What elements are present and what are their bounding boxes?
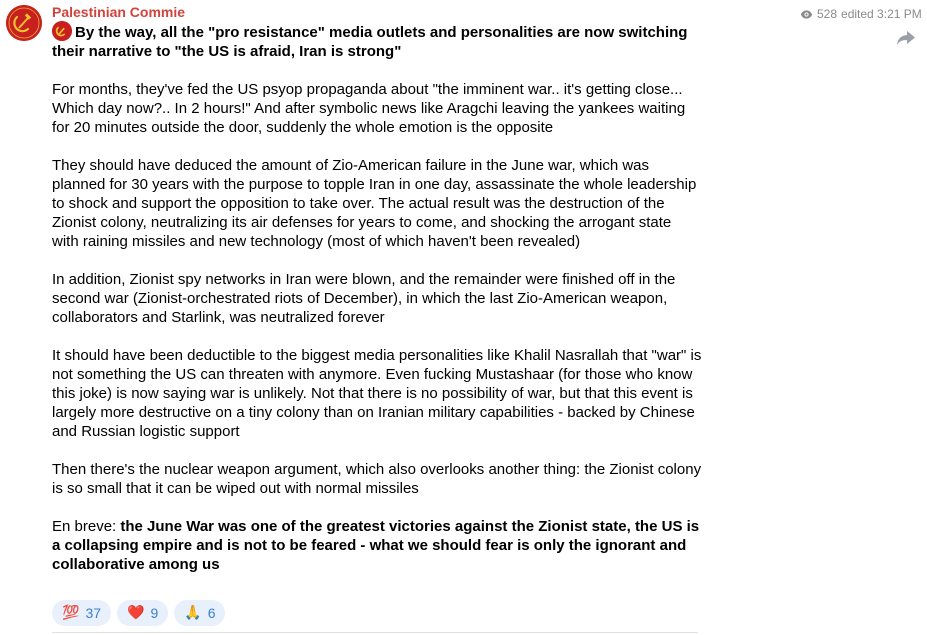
avatar[interactable]	[6, 5, 42, 41]
heart-icon: ❤️	[127, 605, 145, 621]
paragraph: They should have deduced the amount of Zio-American failure in the June war, which was planned for 30 years with the purpose to topple Iran in one day, assassinate the whole leadership to shock and support the opposition to take over. The actual result was the destruction of the Zionist colony, neutralizing its air defenses for years to come, and shocking the arrogant state with raining missiles and new technology (most of which haven't been revealed)	[52, 157, 697, 250]
paragraph: Then there's the nuclear weapon argument, which also overlooks another thing: the Zionist colony is so small that it can be wiped out with normal missiles	[52, 461, 702, 497]
reaction-heart[interactable]	[117, 600, 168, 626]
message-meta	[800, 6, 922, 22]
conclusion-bold: the June War was one of the greatest victories against the Zionist state, the US is a collapsing empire and is not to be feared - what we should fear is only the ignorant and collaborative among us	[52, 518, 700, 573]
reaction-count: 6	[207, 605, 216, 621]
paragraph: For months, they've fed the US psyop propaganda about "the imminent war.. it's getting close... Which day now?.. In 2 hours!" And after symbolic news like Aragchi leaving the yankees waiting for 20 minutes outside the door, suddenly the whole emotion is the opposite	[52, 81, 686, 136]
reaction-100[interactable]	[52, 600, 111, 626]
share-arrow-icon[interactable]	[896, 29, 916, 47]
message-lead	[52, 21, 702, 61]
folded-hands-icon: 🙏	[184, 605, 202, 621]
hundred-points-icon: 💯	[62, 605, 80, 621]
message-text	[52, 21, 702, 574]
lead-text: By the way, all the "pro resistance" media outlets and personalities are now switching their narrative to "the US is afraid, Iran is strong"	[52, 24, 688, 60]
conclusion	[52, 517, 702, 574]
edited-timestamp: edited 3:21 PM	[841, 7, 922, 21]
reactions-bar	[52, 600, 225, 626]
reaction-count: 37	[85, 605, 102, 621]
message-bubble	[52, 4, 702, 593]
reaction-pray[interactable]	[174, 600, 225, 626]
eye-icon	[800, 8, 813, 21]
divider	[52, 632, 698, 633]
reaction-count: 9	[150, 605, 159, 621]
hammer-sickle-avatar-icon	[6, 5, 42, 41]
author-name[interactable]: Palestinian Commie	[52, 4, 186, 20]
paragraph: It should have been deductible to the biggest media personalities like Khalil Nasrallah that "war" is not something the US can threaten with anymore. Even fucking Mustashaar (for those who know this joke) is now saying war is unlikely. Not that there is no possibility of war, but that this event is largely more destructive on a tiny colony than on Iranian military capabilities - backed by Chinese and Russian logistic support	[52, 347, 702, 440]
paragraph: In addition, Zionist spy networks in Iran were blown, and the remainder were finished off in the second war (Zionist-orchestrated riots of December), in which the last Zio-American weapon, collaborators and Starlink, was neutralized forever	[52, 271, 676, 326]
conclusion-prefix: En breve:	[52, 518, 121, 535]
inline-avatar-icon	[52, 21, 72, 41]
view-count: 528	[817, 7, 838, 21]
